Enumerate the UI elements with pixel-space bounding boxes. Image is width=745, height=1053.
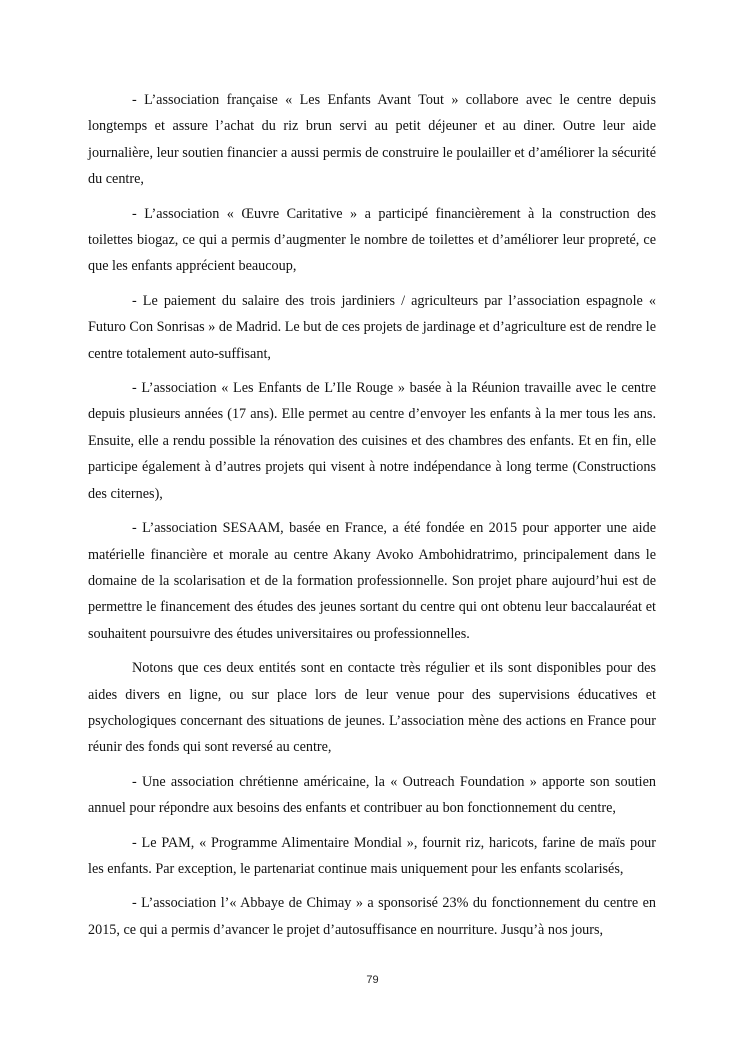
paragraph-abbaye-de-chimay: - L’association l’« Abbaye de Chimay » a sponsorisé 23% du fonctionnement du centre en 2015, ce qui a permis d’avancer le projet d’autosuffisance en nourriture. Jusqu’à nos jours, [88,895,656,938]
paragraph-notons: Notons que ces deux entités sont en contacte très régulier et ils sont disponibles pour des aides divers en ligne, ou sur place lors de leur venue pour des supervisions éducatives et psychologiques concernant des situations de jeunes. L’association mène des actions en France pour réunir des fonds qui sont reversé au centre, [88,660,656,756]
paragraph-oeuvre-caritative: - L’association « Œuvre Caritative » a participé financièrement à la construction des toilettes biogaz, ce qui a permis d’augmenter le nombre de toilettes et d’améliorer leur propreté, ce que les enfants apprécient beaucoup, [88,205,656,275]
paragraph-sesaam: - L’association SESAAM, basée en France, a été fondée en 2015 pour apporter une aide matérielle financière et morale au centre Akany Avoko Ambohidratrimo, principalement dans le domaine de la scolarisation et de la formation professionnelle. Son projet phare aujourd’hui est de permettre le financement des études des jeunes sortant du centre qui ont obtenu leur baccalauréat et souhaitent poursuivre des études universitaires ou professionnelles. [88,520,656,642]
paragraph-pam: - Le PAM, « Programme Alimentaire Mondial », fournit riz, haricots, farine de maïs pour les enfants. Par exception, le partenariat continue mais uniquement pour les enfants scolarisés, [88,834,656,877]
paragraph-futuro-con-sonrisas: - Le paiement du salaire des trois jardiniers / agriculteurs par l’association espagnole « Futuro Con Sonrisas » de Madrid. Le but de ces projets de jardinage et d’agriculture est de rendre le centre totalement auto-suffisant, [88,292,656,362]
paragraph-enfants-ile-rouge: - L’association « Les Enfants de L’Ile Rouge » basée à la Réunion travaille avec le centre depuis plusieurs années (17 ans). Elle permet au centre d’envoyer les enfants à la mer tous les ans. Ensuite, elle a rendu possible la rénovation des cuisines et des chambres des enfants. Et en fin, elle participe également à d’autres projets qui visent à notre indépendance à long terme (Constructions des citernes), [88,380,656,502]
paragraph-outreach-foundation: - Une association chrétienne américaine, la « Outreach Foundation » apporte son soutien annuel pour répondre aux besoins des enfants et contribuer au bon fonctionnement du centre, [88,773,656,817]
page-number: 79 [366,974,379,986]
document-body [88,87,656,951]
paragraph-les-enfants-avant-tout: - L’association française « Les Enfants Avant Tout » collabore avec le centre depuis longtemps et assure l’achat du riz brun servi au petit déjeuner et au diner. Outre leur aide journalière, leur soutien financier a aussi permis de construire le poulailler et d’améliorer la sécurité du centre, [88,92,656,188]
